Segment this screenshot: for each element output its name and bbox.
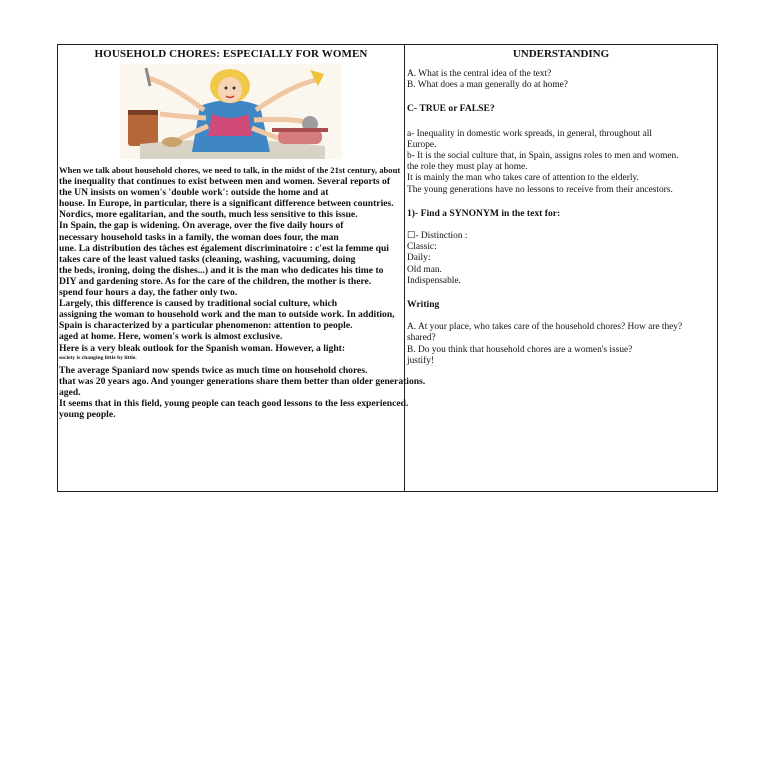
writing-item: A. At your place, who takes care of the household chores? How are they?: [407, 322, 683, 333]
passage-line: une. La distribution des tâches est également discriminatoire : c'est la femme qui: [59, 242, 389, 254]
passage-line: DIY and gardening store. As for the care of the children, the mother is there.: [59, 275, 372, 287]
true-false-heading: C- TRUE or FALSE?: [407, 103, 495, 115]
passage-line: Here is a very bleak outlook for the Spanish woman. However, a light:: [59, 342, 346, 354]
synonym-item: Daily:: [407, 253, 431, 264]
passage-line: the UN insists on women's 'double work': outside the home and at: [59, 187, 329, 199]
passage-line: the beds, ironing, doing the dishes...) and it is the man who dedicates his time to: [59, 264, 384, 276]
synonym-list: [407, 231, 715, 287]
passage-line: In Spain, the gap is widening. On average, over the five daily hours of: [59, 220, 344, 232]
passage-line: Spain is characterized by a particular phenomenon: attention to people.: [59, 320, 353, 332]
passage-line: necessary household tasks in a family, the woman does four, the man: [59, 231, 339, 243]
question-a: A. What is the central idea of the text?: [407, 69, 552, 79]
question-b: B. What does a man generally do at home?: [407, 80, 568, 91]
true-false-list: [407, 129, 715, 196]
true-false-item: It is mainly the man who takes care of attention to the elderly.: [407, 173, 639, 184]
true-false-item: The young generations have no lessons to receive from their ancestors.: [407, 184, 673, 195]
passage-line: young people.: [59, 408, 116, 420]
synonym-heading: 1)- Find a SYNONYM in the text for:: [407, 207, 561, 219]
passage-line: Largely, this difference is caused by traditional social culture, which: [59, 298, 338, 310]
passage-line: Nordics, more egalitarian, and the south, much less sensitive to this issue.: [59, 209, 358, 221]
writing-item: B. Do you think that household chores are a women's issue?: [407, 344, 633, 355]
passage-line: assigning the woman to household work and the man to outside work. In addition,: [59, 309, 395, 321]
questions-column: [405, 45, 717, 491]
true-false-item: b- It is the social culture that, in Spain, assigns roles to men and women.: [407, 151, 679, 162]
true-false-item: Europe.: [407, 139, 437, 150]
questions-block: [407, 69, 715, 367]
passage-line: When we talk about household chores, we need to talk, in the midst of the 21st century, about: [59, 165, 401, 175]
passage-line: It seems that in this field, young people can teach good lessons to the less experienced.: [59, 397, 409, 409]
writing-item: shared?: [407, 333, 436, 344]
passage-line: the inequality that continues to exist between men and women. Several reports of: [59, 176, 391, 188]
passage-line: house. In Europe, in particular, there is a significant difference between countries.: [59, 198, 394, 210]
writing-heading: Writing: [407, 299, 440, 311]
understanding-title: UNDERSTANDING: [512, 48, 610, 60]
reading-title: HOUSEHOLD CHORES: ESPECIALLY FOR WOMEN: [94, 48, 368, 60]
passage-line: spend four hours a day, the father only two.: [59, 287, 238, 299]
passage-line: takes care of the least valued tasks (cleaning, washing, vacuuming, doing: [59, 253, 356, 265]
true-false-item: a- Inequality in domestic work spreads, in general, throughout all: [407, 128, 652, 139]
synonym-item: Old man.: [407, 264, 442, 275]
passage-line: aged.: [59, 386, 81, 398]
passage-line: aged at home. Here, women's work is almost exclusive.: [59, 331, 283, 343]
passage-line: The average Spaniard now spends twice as much time on household chores.: [59, 364, 368, 376]
synonym-item: Classic:: [407, 242, 437, 253]
worksheet-table: [57, 44, 718, 492]
synonym-item: ☐- Distinction :: [407, 231, 468, 242]
true-false-item: the role they must play at home.: [407, 162, 528, 173]
woman-multitasking-illustration: [120, 64, 342, 159]
writing-item: justify!: [407, 355, 435, 366]
passage-line: that was 20 years ago. And younger generations share them better than older generations.: [59, 375, 426, 387]
writing-list: [407, 322, 715, 367]
synonym-item: Indispensable.: [407, 275, 461, 286]
passage-small-line: society is changing little by little.: [59, 354, 137, 361]
